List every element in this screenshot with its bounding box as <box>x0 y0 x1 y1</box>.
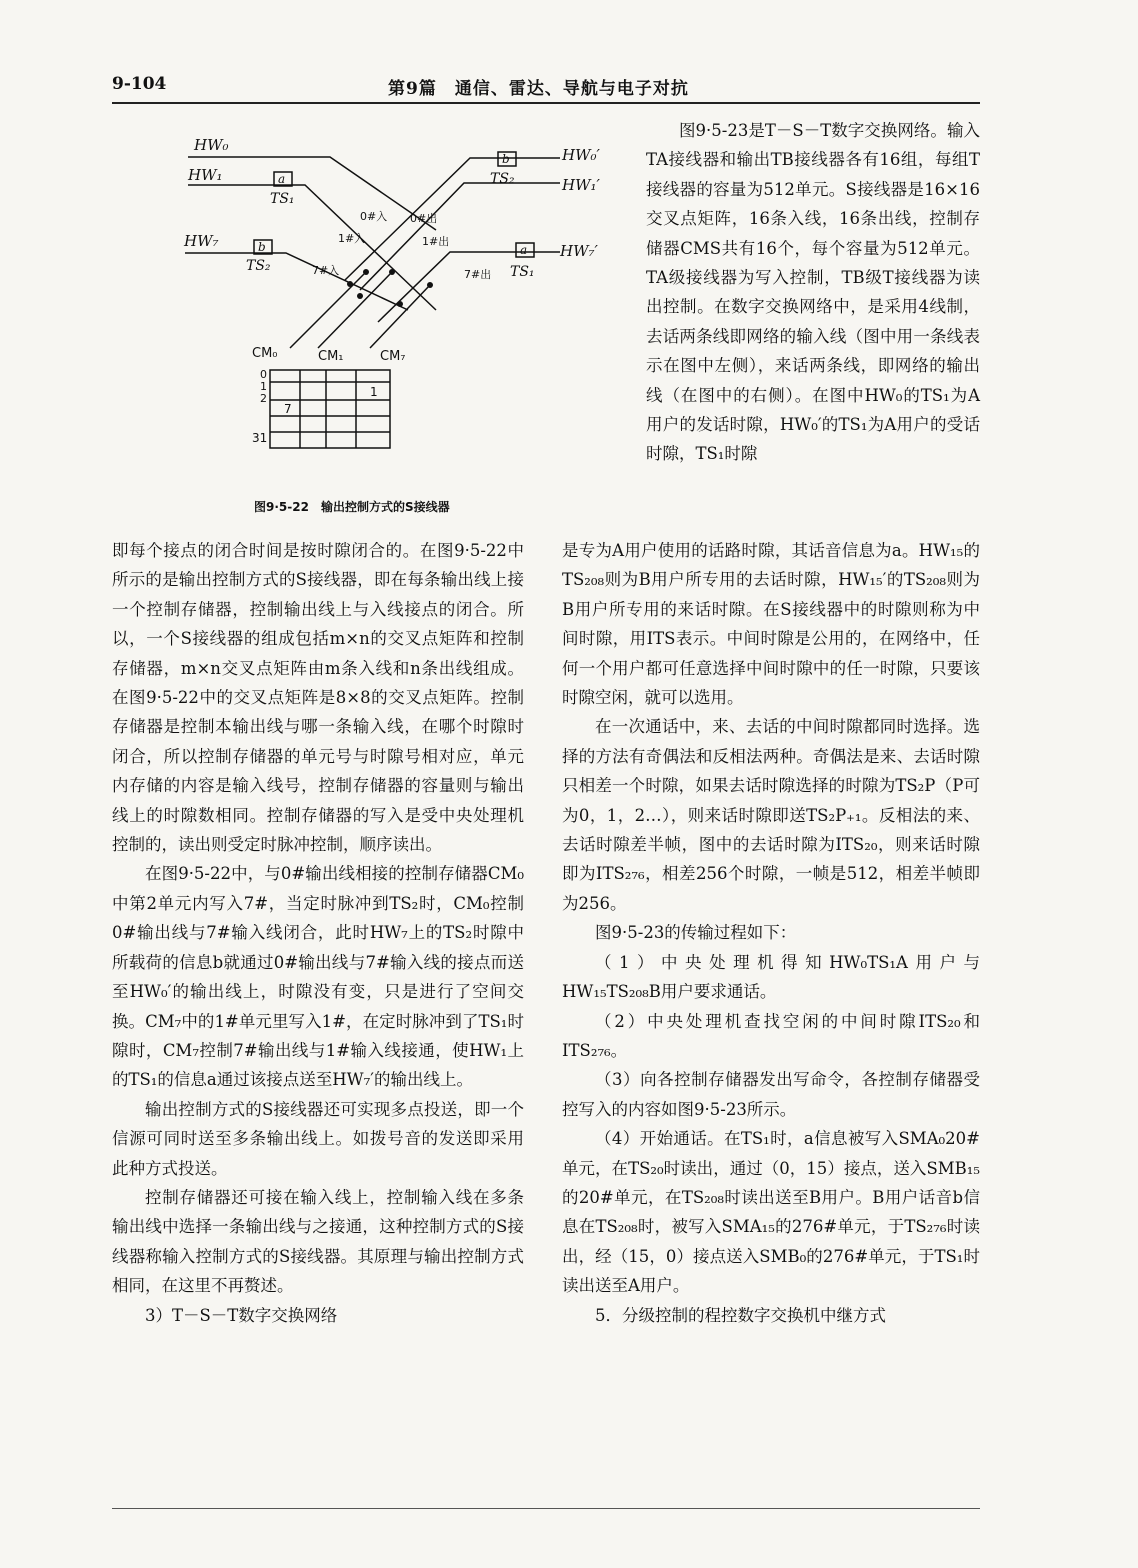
ts-label: TS₂ <box>246 258 271 274</box>
in-label-hw7: HW₇ <box>184 232 219 250</box>
header-rule <box>112 102 980 104</box>
ts-label: TS₁ <box>510 264 535 280</box>
right-top-column <box>646 116 980 469</box>
s-switch-diagram <box>160 120 620 460</box>
ts-info-b: b <box>502 152 510 166</box>
paragraph: 在图9·5-22中，与0#输出线相接的控制存储器CM₀中第2单元内写入7#，当定时脉冲到TS₂时，CM₀控制0#输出线与7#输入线闭合，此时HW₇上的TS₂时隙中所载荷的信息b就通过0#输出线与7#输入线的接点而送至HW₀′的输出线上，时隙没有变，只是进行了空间交换。CM₇中的1#单元里写入1#，在定时脉冲到了TS₁时隙时，CM₇控制7#输出线与1#输入线接通，使HW₁上的TS₁的信息a通过该接点送至HW₇′的输出线上。 <box>112 864 524 1090</box>
paragraph: 即每个接点的闭合时间是按时隙闭合的。在图9·5-22中所示的是输出控制方式的S接线器，即在每条输出线上接一个控制存储器，控制输出线上与入线接点的闭合。所以，一个S接线器的组成包括m×n的交叉点矩阵和控制存储器，m×n交叉点矩阵由m条入线和n条出线组成。在图9·5-22中的交叉点矩阵是8×8的交叉点矩阵。控制存储器是控制本输出线与哪一条输入线，在哪个时隙时闭合，所以控制存储器的单元号与时隙号相对应，单元内存储的内容是输入线号，控制存储器的容量则与输出线上的时隙数相同。控制存储器的写入是受中央处理机控制的，读出则受定时脉冲控制，顺序读出。 <box>112 541 524 855</box>
node-label: 0#出 <box>410 212 438 225</box>
paragraph: 是专为A用户使用的话路时隙，其话音信息为a。HW₁₅的TS₂₀₈则为B用户所专用的去话时隙，HW₁₅′的TS₂₀₈则为B用户所专用的来话时隙。在S接线器中的时隙则称为中间时隙，用ITS表示。中间时隙是公用的，在网络中，任何一个用户都可任意选择中间时隙中的任一时隙，只要该时隙空闲，就可以选用。 <box>562 541 980 708</box>
paragraph: 图9·5-23是T－S－T数字交换网络。输入TA接线器和输出TB接线器各有16组，每组T接线器的容量为512单元。S接线器是16×16交叉点矩阵，16条入线，16条出线，控制存储器CMS共有16个，每个容量为512单元。TA级接线器为写入控制，TB级T接线器为读出控制。在数字交换网络中，是采用4线制，去话两条线即网络的输入线（图中用一条线表示在图中左侧），来话两条线，即网络的输出线（在图中的右侧）。在图中HW₀的TS₁为A用户的发话时隙，HW₀′的TS₁为A用户的受话时隙，TS₁时隙 <box>646 121 980 464</box>
crosspoint-dot <box>397 301 403 307</box>
input-line-0 <box>188 157 436 230</box>
paragraph: 输出控制方式的S接线器还可实现多点投送，即一个信源可同时送至多条输出线上。如拨号音的发送即采用此种方式投送。 <box>112 1099 524 1178</box>
right-column <box>562 536 980 1330</box>
crosspoint-dot <box>363 269 369 275</box>
crosspoint-dot <box>427 282 433 288</box>
paragraph: （3）向各控制存储器发出写命令，各控制存储器受控写入的内容如图9·5-23所示。 <box>562 1070 980 1119</box>
in-label-hw1: HW₁ <box>188 166 223 184</box>
row-label: 0 <box>260 368 267 381</box>
page-header-title: 第9篇 通信、雷达、导航与电子对抗 <box>388 79 689 99</box>
input-line-7 <box>185 253 408 310</box>
out-label-hw7p: HW₇′ <box>560 242 598 260</box>
cm7-cell-value: 1 <box>370 385 378 399</box>
cm7-control-line <box>370 285 430 348</box>
row-label: 1 <box>260 380 267 393</box>
figure-caption: 图9·5-22 输出控制方式的S接线器 <box>254 500 450 514</box>
paragraph: （2）中央处理机查找空闲的中间时隙ITS₂₀和ITS₂₇₆。 <box>562 1011 980 1060</box>
cm0-cell-value: 7 <box>284 402 292 416</box>
paragraph: 在一次通话中，来、去话的中间时隙都同时选择。选择的方法有奇偶法和反相法两种。奇偶法是来、去话时隙只相差一个时隙，如果去话时隙选择的时隙为TS₂P（P可为0，1，2…），则来话时隙即送TS₂P₊₁。反相法的来、去话时隙差半帧，图中的去话时隙为ITS₂₀，则来话时隙即为ITS₂₇₆，相差256个时隙，一帧是512，相差半帧即为256。 <box>562 717 980 913</box>
out-label-hw1p: HW₁′ <box>562 176 600 194</box>
ts-label: TS₁ <box>270 191 295 207</box>
paragraph: 图9·5-23的传输过程如下： <box>595 923 797 943</box>
page-number: 9-104 <box>112 74 167 94</box>
out-label-hw0p: HW₀′ <box>562 146 600 164</box>
node-label: 7#出 <box>464 268 492 281</box>
row-label: 31 <box>252 431 268 445</box>
row-label: 2 <box>260 392 267 405</box>
paragraph: （4）开始通话。在TS₁时，a信息被写入SMA₀20#单元，在TS₂₀时读出，通过（0，15）接点，送入SMB₁₅的20#单元，在TS₂₀₈时读出送至B用户。B用户话音b信息在TS₂₀₈时，被写入SMA₁₅的276#单元，于TS₂₇₆时读出，经（15，0）接点送入SMB₀的276#单元，于TS₁时读出送至A用户。 <box>562 1129 980 1296</box>
crosspoint-dot <box>357 293 363 299</box>
cm-label: CM₁ <box>318 349 344 364</box>
section-heading: 3）T－S－T数字交换网络 <box>145 1305 338 1325</box>
node-label: 1#出 <box>422 235 450 248</box>
cm-label: CM₀ <box>252 346 278 361</box>
ts-info-b: b <box>258 240 266 254</box>
node-label: 0#入 <box>360 210 388 223</box>
ts-info-a: a <box>278 172 286 186</box>
footer-rule <box>112 1508 980 1509</box>
node-label: 7#入 <box>312 264 340 277</box>
ts-info-a: a <box>520 243 528 257</box>
node-label: 1#入 <box>338 232 366 245</box>
paragraph: 控制存储器还可接在输入线上，控制输入线在多条输出线中选择一条输出线与之接通，这种控制方式的S接线器称输入控制方式的S接线器。其原理与输出控制方式相同，在这里不再赘述。 <box>112 1187 524 1296</box>
ts-label: TS₂ <box>490 171 515 187</box>
left-column <box>112 536 524 1330</box>
crosspoint-dot <box>389 269 395 275</box>
in-label-hw0: HW₀ <box>194 136 229 154</box>
cm-label: CM₇ <box>380 349 406 364</box>
crosspoint-dot <box>347 281 353 287</box>
section-heading: 5．分级控制的程控数字交换机中继方式 <box>595 1305 886 1325</box>
paragraph: （1）中央处理机得知HW₀TS₁A用户与HW₁₅TS₂₀₈B用户要求通话。 <box>562 952 980 1002</box>
